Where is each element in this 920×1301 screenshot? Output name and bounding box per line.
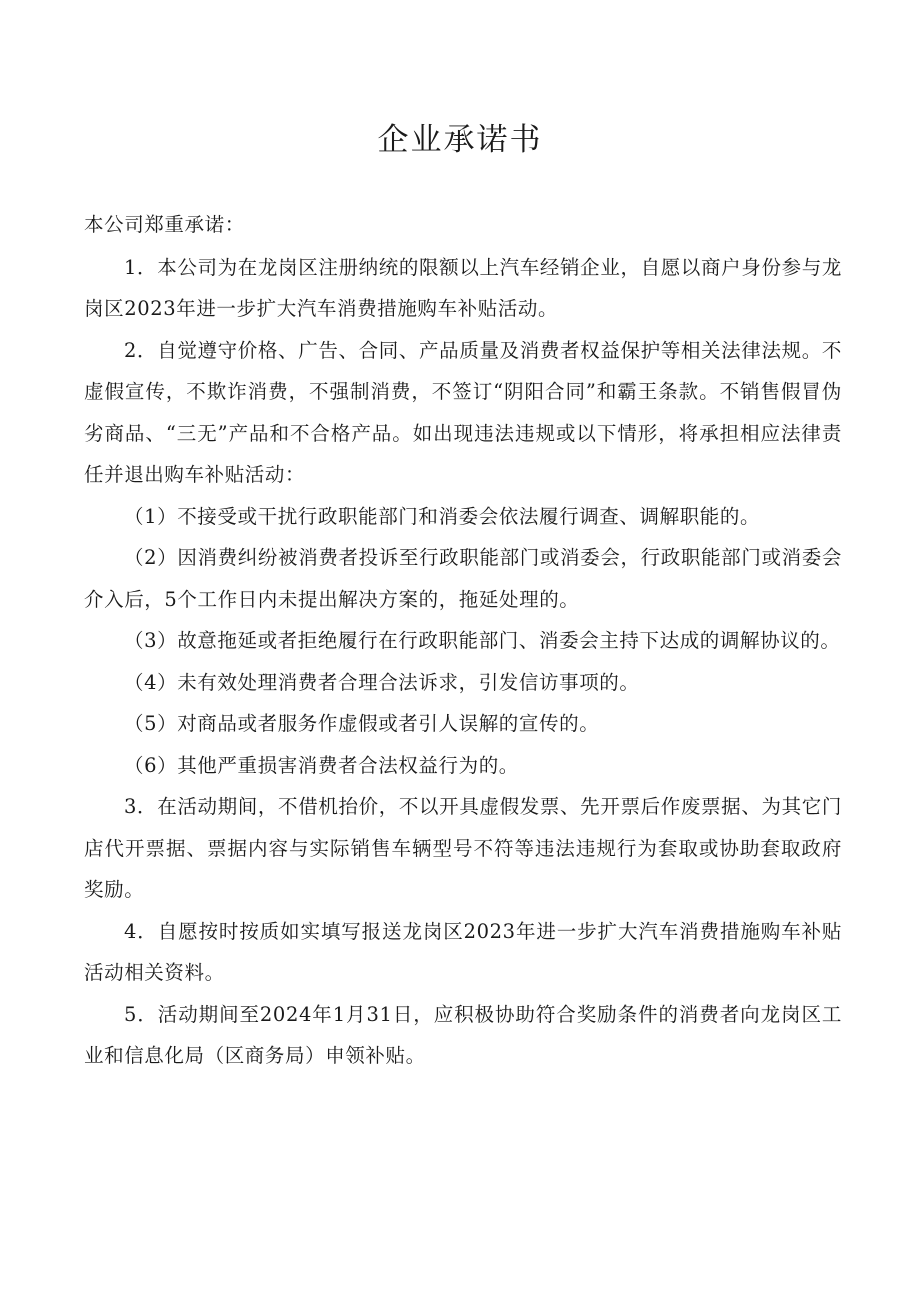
document-body — [84, 204, 842, 1077]
sub-item-5: （5）对商品或者服务作虚假或者引人误解的宣传的。 — [124, 712, 600, 735]
sub-item-6: （6）其他严重损害消费者合法权益行为的。 — [124, 753, 519, 777]
paragraph-3: 3．在活动期间，不借机抬价，不以开具虚假发票、先开票后作废票据、为其它门店代开票据、票据内容与实际销售车辆型号不符等违法违规行为套取或协助套取政府奖励。 — [84, 795, 842, 901]
paragraph-2: 2．自觉遵守价格、广告、合同、产品质量及消费者权益保护等相关法律法规。不虚假宣传，不欺诈消费，不强制消费，不签订“阴阳合同”和霸王条款。不销售假冒伪劣商品、“三无”产品和不合格产品。如出现违法违规或以下情形，将承担相应法律责任并退出购车补贴活动： — [84, 338, 842, 486]
sub-item-4: （4）未有效处理消费者合理合法诉求，引发信访事项的。 — [124, 670, 640, 694]
greeting-line: 本公司郑重承诺： — [84, 213, 245, 236]
sub-item-2: （2）因消费纠纷被消费者投诉至行政职能部门或消委会，行政职能部门或消委会介入后，5个工作日内未提出解决方案的，拖延处理的。 — [84, 546, 842, 611]
sub-item-3: （3）故意拖延或者拒绝履行在行政职能部门、消委会主持下达成的调解协议的。 — [124, 629, 841, 652]
paragraph-4: 4．自愿按时按质如实填写报送龙岗区2023年进一步扩大汽车消费措施购车补贴活动相关资料。 — [84, 919, 842, 984]
paragraph-5: 5．活动期间至2024年1月31日，应积极协助符合奖励条件的消费者向龙岗区工业和信息化局（区商务局）申领补贴。 — [84, 1002, 842, 1067]
sub-item-1: （1）不接受或干扰行政职能部门和消委会依法履行调查、调解职能的。 — [124, 504, 761, 528]
paragraph-1: 1．本公司为在龙岗区注册纳统的限额以上汽车经销企业，自愿以商户身份参与龙岗区2023年进一步扩大汽车消费措施购车补贴活动。 — [84, 255, 842, 320]
document-title: 企业承诺书 — [377, 122, 543, 158]
